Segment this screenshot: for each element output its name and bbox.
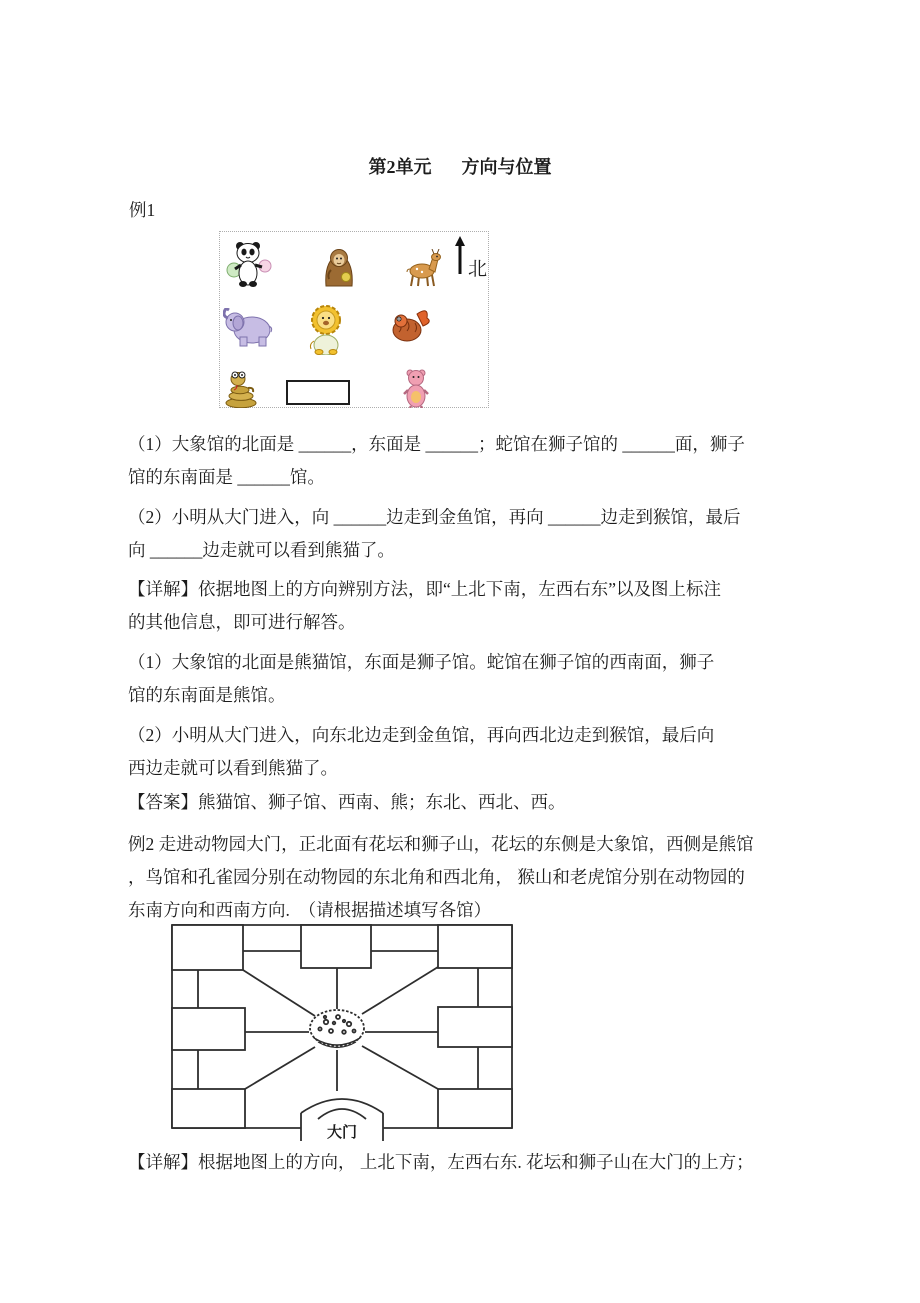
flower-bed <box>310 1010 364 1048</box>
road-northeast <box>362 967 438 1014</box>
bear-icon <box>401 368 431 408</box>
goldfish-icon <box>389 306 431 346</box>
empty-box <box>286 380 350 405</box>
north-arrow-icon <box>454 236 466 276</box>
solution-part1 <box>128 646 808 712</box>
road-northwest <box>243 970 315 1016</box>
box-east <box>438 1007 512 1047</box>
question-2-line: 向 ______边走就可以看到熊猫了。 <box>128 540 395 560</box>
monkey-icon <box>319 246 359 288</box>
title-text: 方向与位置 <box>461 157 552 177</box>
gate <box>301 1099 383 1141</box>
gate-inner-arch <box>318 1109 366 1119</box>
box-northeast-corner <box>438 925 512 968</box>
solution-part1-line: 馆的东南面是熊馆。 <box>128 685 286 705</box>
road-southeast <box>362 1046 438 1089</box>
explanation-1-line: 【详解】依据地图上的方向辨别方法，即“上北下南，左西右东”以及图上标注 <box>128 579 722 599</box>
solution-part2-line: （2）小明从大门进入，向东北边走到金鱼馆，再向西北边走到猴馆，最后向 <box>128 725 715 745</box>
page-title <box>0 153 920 179</box>
question-1 <box>128 428 808 494</box>
question-2-line: （2）小明从大门进入，向 ______边走到金鱼馆，再向 ______边走到猴馆，最后 <box>128 507 741 527</box>
question-1-line: 馆的东南面是 ______馆。 <box>128 467 325 487</box>
explanation-2-text: 【详解】根据地图上的方向， 上北下南，左西右东. 花坛和狮子山在大门的上方； <box>128 1152 754 1172</box>
question-2 <box>128 501 808 567</box>
question-1-line: （1）大象馆的北面是 ______，东面是 ______；蛇馆在狮子馆的 ______面，狮子 <box>128 434 745 454</box>
lion-icon <box>304 303 348 355</box>
solution-part2 <box>128 719 808 785</box>
explanation-1-line: 的其他信息，即可进行解答。 <box>128 612 356 632</box>
deer-icon <box>401 249 445 287</box>
explanation-1 <box>128 573 808 639</box>
north-indicator <box>454 236 488 280</box>
example2-intro-line: ，鸟馆和孔雀园分别在动物园的东北角和西北角， 猴山和老虎馆分别在动物园的 <box>128 867 745 887</box>
box-southeast-corner <box>438 1089 512 1128</box>
example2-intro-line: 东南方向和西南方向. （请根据描述填写各馆） <box>128 900 492 920</box>
box-west <box>172 1008 245 1050</box>
box-north <box>301 925 371 968</box>
gate-label: 大门 <box>326 1125 358 1141</box>
panda-icon <box>226 239 272 289</box>
gate-outer-arch <box>301 1099 383 1113</box>
example2-map-figure <box>168 921 520 1145</box>
elephant-icon <box>223 308 275 348</box>
unit-label: 第2单元 <box>368 157 432 177</box>
example1-figure <box>219 231 489 408</box>
example1-label: 例1 <box>129 200 156 220</box>
solution-part1-line: （1）大象馆的北面是熊猫馆，东面是狮子馆。蛇馆在狮子馆的西南面，狮子 <box>128 652 715 672</box>
snake-icon <box>221 366 261 408</box>
answer-text: 【答案】熊猫馆、狮子馆、西南、熊；东北、西北、西。 <box>128 792 566 812</box>
example2-intro <box>128 828 808 927</box>
box-southwest-corner <box>172 1089 245 1128</box>
answer-line <box>128 786 808 819</box>
north-label: 北 <box>468 259 488 280</box>
road-southwest <box>245 1047 315 1089</box>
explanation-2 <box>128 1146 808 1179</box>
example2-intro-line: 例2 走进动物园大门，正北面有花坛和狮子山，花坛的东侧是大象馆，西侧是熊馆 <box>128 834 754 854</box>
solution-part2-line: 西边走就可以看到熊猫了。 <box>128 758 338 778</box>
box-northwest-corner <box>172 925 243 970</box>
